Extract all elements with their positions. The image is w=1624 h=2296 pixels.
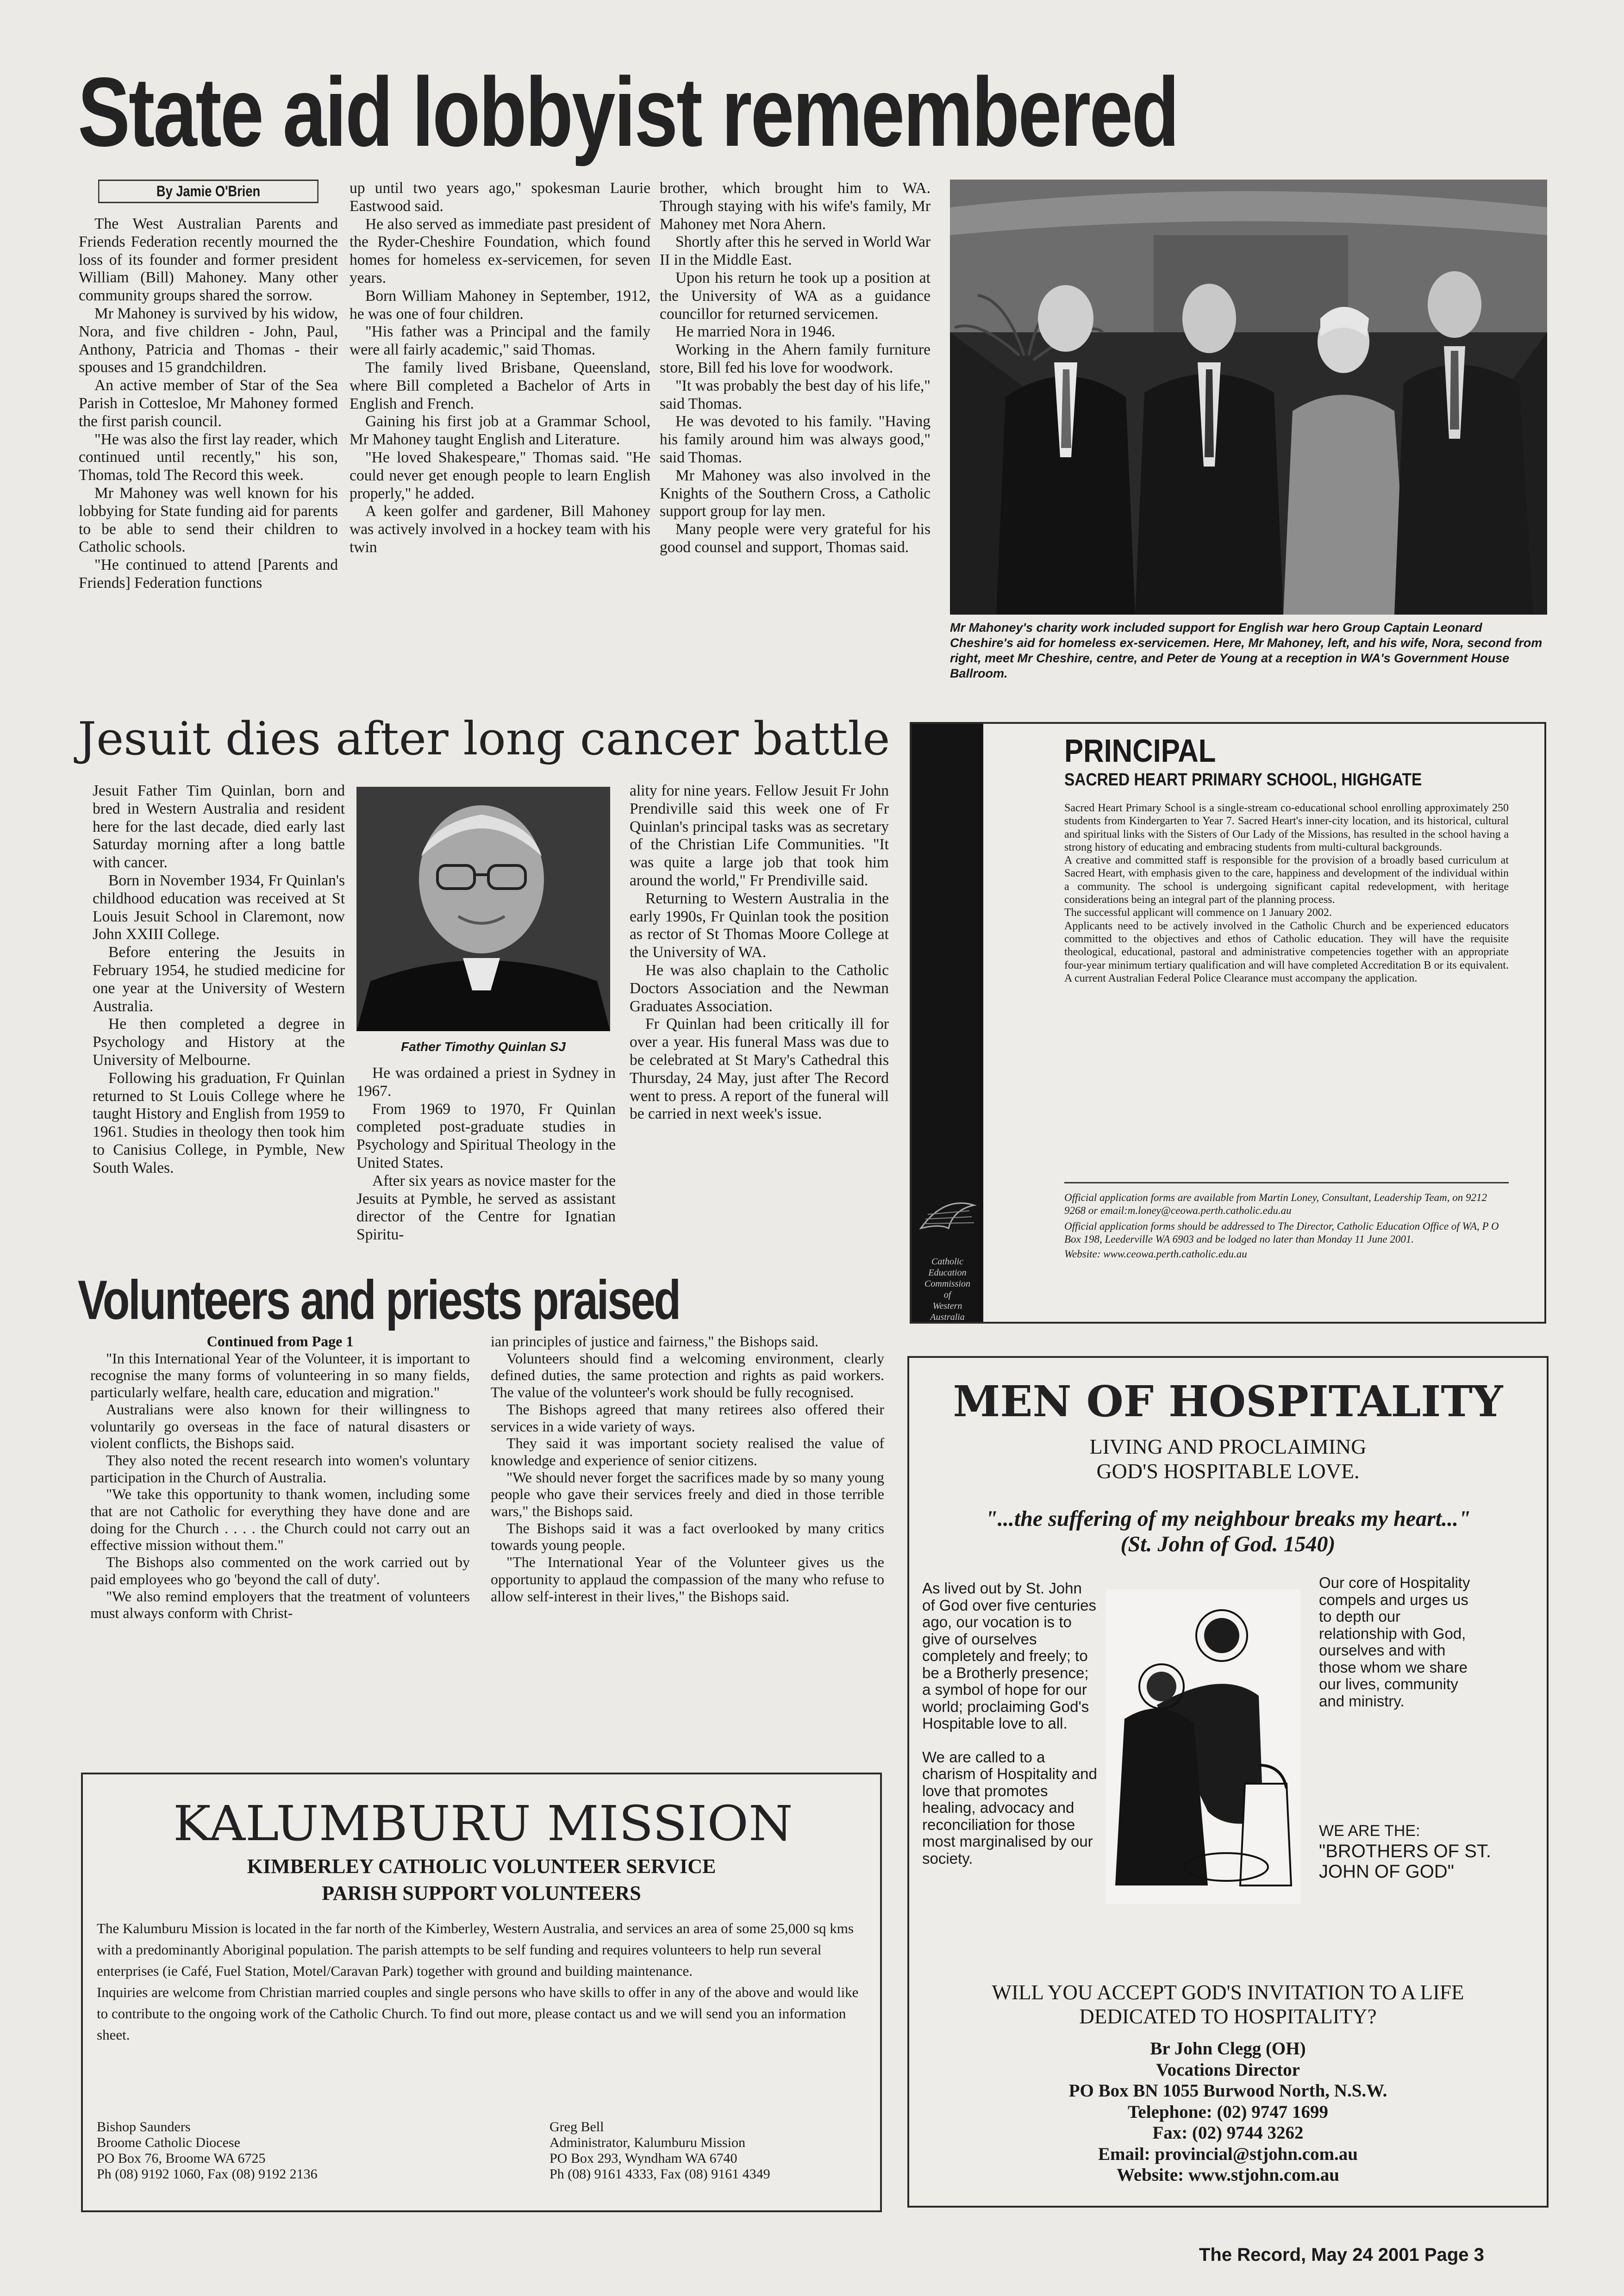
contact-website[interactable]: Website: www.stjohn.com.au [1116, 2165, 1339, 2185]
paragraph: We are called to a charism of Hospitality and love that promotes healing, advocacy and reconciliation for those most marginalised by our society. [922, 1748, 1097, 1867]
contact-line: Ph (08) 9161 4333, Fax (08) 9161 4349 [550, 2166, 770, 2182]
contact-line: Ph (08) 9192 1060, Fax (08) 9192 2136 [97, 2166, 318, 2182]
paragraph: The Bishops also commented on the work carried out by paid employees who go 'beyond the call of duty'. [90, 1554, 470, 1587]
contact-email[interactable]: Email: provincial@stjohn.com.au [1098, 2144, 1358, 2164]
logo-line: Australia [930, 1312, 965, 1322]
kalumburu-contact-right [550, 2119, 874, 2182]
contact-line: Bishop Saunders [97, 2119, 191, 2134]
contact-title: Vocations Director [1156, 2060, 1300, 2080]
hospitality-ad [907, 1356, 1549, 2208]
contact-line: PO Box 76, Broome WA 6725 [97, 2151, 266, 2166]
paragraph: The Bishops agreed that many retirees also offered their services in a wide variety of ways. [491, 1400, 884, 1435]
kalumburu-ad [81, 1773, 882, 2212]
paragraph: "He loved Shakespeare," Thomas said. "He could never get enough people to learn English properly," he added. [350, 448, 650, 502]
contact-phone: Telephone: (02) 9747 1699 [1128, 2102, 1328, 2122]
article2-col3 [630, 782, 889, 1123]
paragraph: "He continued to attend [Parents and Friends] Federation functions [79, 556, 338, 591]
group-photo [950, 180, 1547, 615]
paragraph: After six years as novice master for the Jesuits at Pymble, he served as assistant director of the Centre for Ignatian Spiritu- [356, 1172, 616, 1244]
paragraph: An active member of Star of the Sea Parish in Cottesloe, Mr Mahoney formed the first parish council. [79, 377, 338, 430]
paragraph: Born in November 1934, Fr Quinlan's childhood education was received at St Louis Jesuit School in Claremont, now John XXIII College. [93, 871, 345, 943]
paragraph: He was ordained a priest in Sydney in 1967. [356, 1064, 616, 1100]
paragraph: Following his graduation, Fr Quinlan returned to St Louis College where he taught History and English from 1959 to 1961. Studies in theology then took him to Canisius College, in Pymble, New South Wales. [93, 1069, 345, 1176]
paragraph: Our core of Hospitality compels and urges us to depth our relationship with God, ourselves and with those whom we share our lives, community and ministry. [1319, 1574, 1470, 1710]
contact-line: Administrator, Kalumburu Mission [550, 2135, 745, 2150]
principal-ad [910, 722, 1546, 1324]
subtitle-line: GOD'S HOSPITABLE LOVE. [1096, 1459, 1360, 1483]
article2-col2 [356, 1064, 616, 1244]
logo-line: of [943, 1290, 951, 1300]
article1-col2 [350, 180, 650, 557]
logo-line: Education [928, 1268, 967, 1278]
logo-line: Commission [924, 1279, 970, 1289]
paragraph: Born William Mahoney in September, 1912, he was one of four children. [350, 287, 650, 323]
paragraph: up until two years ago," spokesman Laurie Eastwood said. [350, 180, 650, 215]
article2-col1 [93, 782, 345, 1177]
divider [1064, 1182, 1509, 1183]
article1-col3 [660, 180, 931, 557]
paragraph: Before entering the Jesuits in February 1954, he studied medicine for one year at the University of Western Australia. [93, 944, 345, 1015]
hospitality-quote [909, 1506, 1547, 1557]
paragraph: Fr Quinlan had been critically ill for over a year. His funeral Mass was due to be celebrated at St Mary's Cathedral this Thursday, 24 May, just after The Record went to press. A report of the funeral will be carried in next week's issue. [630, 1015, 889, 1123]
subtitle-line: LIVING AND PROCLAIMING [1089, 1435, 1367, 1458]
portrait-photo [356, 787, 610, 1031]
quote-attribution: (St. John of God. 1540) [1120, 1532, 1336, 1556]
contact-fax: Fax: (02) 9744 3262 [1152, 2123, 1304, 2143]
portrait-caption: Father Timothy Quinlan SJ [401, 1039, 566, 1054]
note: Official application forms are available from Martin Loney, Consultant, Leadership Team, on 9212 9268 or email:m.loney@ceowa.perth.catholic.edu.au [1064, 1192, 1487, 1216]
paragraph: "His father was a Principal and the family were all fairly academic," said Thomas. [350, 323, 650, 359]
article3-headline: Volunteers and priests praised [78, 1269, 680, 1331]
article3-col1 [90, 1333, 470, 1622]
hospitality-title: MEN OF HOSPITALITY [953, 1376, 1503, 1426]
paragraph: "In this International Year of the Volunteer, it is important to recognise the many forms of volunteering in so many fields, particularly welfare, health care, education and migration." [90, 1350, 470, 1401]
photo-caption: Mr Mahoney's charity work included support for English war hero Group Captain Leonard Cheshire's aid for homeless ex-servicemen. Here, Mr Mahoney, left, and his wife, Nora, second from right, meet Mr Cheshire, centre, and Peter de Young at a reception in WA's Government House Ballroom. [950, 621, 1543, 680]
paragraph: Sacred Heart Primary School is a single-stream co-educational school enrolling approximately 250 students from Kindergarten to Year 7. Sacred Heart's inner-city location, and its historical, cultural and spiritual links with the Sisters of Our Lady of the Missions, has resulted in the school having a strong history of educating and embracing students from multi-cultural backgrounds. [1064, 802, 1509, 853]
principal-body [1064, 802, 1509, 985]
contact-line: Greg Bell [550, 2119, 604, 2134]
paragraph: Upon his return he took up a position at the University of WA as a guidance councillor for returned servicemen. [660, 269, 931, 323]
hospitality-contact [909, 2038, 1547, 2186]
paragraph: Returning to Western Australia in the early 1990s, Fr Quinlan took the position as rector of St Thomas Moore College at the University of WA. [630, 890, 889, 961]
dove-logo-icon [916, 1177, 979, 1251]
paragraph: He was devoted to his family. "Having his family around him was always good," said Thomas. [660, 413, 931, 466]
paragraph: brother, which brought him to WA. Through staying with his wife's family, Mr Mahoney met Nora Ahern. [660, 180, 931, 233]
kalumburu-contact-left [97, 2119, 421, 2182]
paragraph: Mr Mahoney was also involved in the Knights of the Southern Cross, a Catholic support group for lay men. [660, 467, 931, 520]
paragraph: Gaining his first job at a Grammar School, Mr Mahoney taught English and Literature. [350, 413, 650, 448]
paragraph: From 1969 to 1970, Fr Quinlan completed post-graduate studies in Psychology and Spiritual Theology in the United States. [356, 1100, 616, 1171]
paragraph: The Kalumburu Mission is located in the far north of the Kimberley, Western Australia, and services an area of some 25,000 sq kms with a predominantly Aboriginal population. The parish attempts to be self funding and requires volunteers to help run several enterprises (ie Café, Fuel Station, Motel/Caravan Park) together with ground and building maintenance. [97, 1920, 854, 1979]
contact-name: Br John Clegg (OH) [1150, 2039, 1306, 2059]
paragraph: The Bishops said it was a fact overlooked by many critics towards young people. [491, 1519, 884, 1554]
quote-line: "...the suffering of my neighbour breaks my heart..." [985, 1506, 1471, 1531]
paragraph: "We also remind employers that the treatment of volunteers must always conform with Christ- [90, 1587, 470, 1622]
paragraph: As lived out by St. John of God over five centuries ago, our vocation is to give of ourselves completely and freely; to be a Brotherly presence; a symbol of hope for our world; proclaiming God's Hospitable love to all. [922, 1580, 1097, 1732]
paragraph: Mr Mahoney was well known for his lobbying for State funding aid for parents to be able to send their children to Catholic schools. [79, 484, 338, 556]
paragraph: "The International Year of the Volunteer gives us the opportunity to applaud the compassion of the many who refuse to allow self-interest in their lives," the Bishops said. [491, 1554, 884, 1605]
ceo-logo-text [912, 1256, 983, 1323]
paragraph: Jesuit Father Tim Quinlan, born and bred in Western Australia and resident here for the last decade, died early last Saturday morning after a long battle with cancer. [93, 782, 345, 871]
paragraph: "We take this opportunity to thank women, including some that are not Catholic for everything they have done and are doing for the Church . . . . the Church could not carry out an effective mission without them." [90, 1486, 470, 1554]
paragraph: The family lived Brisbane, Queensland, where Bill completed a Bachelor of Arts in English and French. [350, 359, 650, 412]
byline: By Jamie O'Brien [98, 180, 319, 203]
contact-line: Broome Catholic Diocese [97, 2135, 240, 2150]
invitation-line: DEDICATED TO HOSPITALITY? [1079, 2005, 1377, 2028]
paragraph: He then completed a degree in Psychology and History at the University of Melbourne. [93, 1015, 345, 1069]
kalumburu-body [97, 1918, 865, 2046]
paragraph: Inquiries are welcome from Christian married couples and single persons who have skills to offer in any of the above and would like to contribute to the ongoing work of the Catholic Church. To find out more, please contact us and we will send you an information sheet. [97, 1984, 859, 2043]
paragraph: They also noted the recent research into women's voluntary participation in the Church of Australia. [90, 1451, 470, 1486]
paragraph: ality for nine years. Fellow Jesuit Fr John Prendiville said this week one of Fr Quinlan's principal tasks was as secretary of the Christian Life Communities. "It was quite a large job that took him around the world," Fr Prendiville said. [630, 782, 889, 889]
paragraph: Shortly after this he served in World War II in the Middle East. [660, 233, 931, 269]
invitation-line: WILL YOU ACCEPT GOD'S INVITATION TO A LIFE [992, 1981, 1464, 2004]
paragraph: "It was probably the best day of his life," said Thomas. [660, 377, 931, 412]
article1-headline: State aid lobbyist remembered [78, 57, 1178, 167]
brothers-name: "BROTHERS OF ST. JOHN OF GOD" [1319, 1841, 1492, 1882]
hospitality-brothers [1319, 1821, 1513, 1882]
paragraph: "We should never forget the sacrifices made by so many young people who gave their services freely and died in those terrible wars," the Bishops said. [491, 1468, 884, 1520]
st-john-illustration [1106, 1589, 1300, 1904]
hospitality-left-text [922, 1580, 1098, 1867]
paragraph: He was also chaplain to the Catholic Doctors Association and the Newman Graduates Association. [630, 961, 889, 1015]
paragraph: A keen golfer and gardener, Bill Mahoney was actively involved in a hockey team with his twin [350, 503, 650, 556]
we-are-label: WE ARE THE: [1319, 1822, 1420, 1840]
paragraph: Mr Mahoney is survived by his widow, Nora, and five children - John, Paul, Anthony, Patricia and Thomas - their spouses and 15 grandchildren. [79, 305, 338, 376]
paragraph: A creative and committed staff is responsible for the provision of a broadly based curriculum at Sacred Heart, with emphasis given to the care, happiness and development of the individual within a community. The school is undergoing significant capital redevelopment, with heritage considerations being an integral part of the planning process. [1064, 854, 1509, 906]
hospitality-subtitle [909, 1434, 1547, 1483]
paragraph: Australians were also known for their willingness to voluntarily go overseas in the face of natural disasters or violent conflicts, the Bishops said. [90, 1400, 470, 1452]
paragraph: ian principles of justice and fairness," the Bishops said. [491, 1333, 819, 1350]
paragraph: They said it was important society realised the value of knowledge and experience of senior citizens. [491, 1435, 884, 1468]
principal-title: PRINCIPAL [1064, 733, 1216, 769]
article2-headline: Jesuit dies after long cancer battle [78, 713, 890, 765]
paragraph: He married Nora in 1946. [675, 323, 836, 341]
subtitle-line: KIMBERLEY CATHOLIC VOLUNTEER SERVICE [247, 1855, 716, 1878]
paragraph: Applicants need to be actively involved in the Catholic Church and be experienced educators committed to the objectives and ethos of Catholic education. They will have the requisite theological, educational, pastoral and administrative competencies together with an appropriate four-year minimum tertiary qualification and will have completed Accreditation B or its equivalent. A current Australian Federal Police Clearance must accompany the application. [1064, 920, 1509, 984]
contact-address: PO Box BN 1055 Burwood North, N.S.W. [1068, 2081, 1387, 2101]
hospitality-right-text [1319, 1574, 1476, 1710]
logo-line: Western [932, 1301, 962, 1311]
page-footer: The Record, May 24 2001 Page 3 [1199, 2245, 1484, 2265]
paragraph: Volunteers should find a welcoming environment, clearly defined duties, the same protection and rights as paid workers. The value of the volunteer's work should be fully recognised. [491, 1350, 884, 1401]
website-link[interactable]: Website: www.ceowa.perth.catholic.edu.au [1064, 1248, 1247, 1260]
principal-notes [1064, 1191, 1509, 1261]
paragraph: The successful applicant will commence on 1 January 2002. [1064, 907, 1332, 919]
paragraph: The West Australian Parents and Friends Federation recently mourned the loss of its founder and former president William (Bill) Mahoney. Many other community groups shared the sorrow. [79, 215, 338, 305]
article1-col1 [79, 180, 338, 592]
paragraph: Working in the Ahern family furniture store, Bill fed his love for woodwork. [660, 341, 931, 376]
note: Official application forms should be addressed to The Director, Catholic Education Office of WA, P O Box 198, Leederville WA 6903 and be lodged no later than Monday 11 June 2001. [1064, 1220, 1499, 1245]
contact-line: PO Box 293, Wyndham WA 6740 [550, 2151, 737, 2166]
kalumburu-subtitles [83, 1853, 880, 1907]
logo-line: Catholic [931, 1257, 963, 1267]
paragraph: Many people were very grateful for his good counsel and support, Thomas said. [660, 521, 931, 556]
invitation [909, 1980, 1547, 2028]
kalumburu-title: KALUMBURU MISSION [173, 1795, 793, 1852]
ad-sidebar [912, 724, 983, 1322]
paragraph: He also served as immediate past president of the Ryder-Cheshire Foundation, which found homes for homeless ex-servicemen, for seven years. [350, 215, 650, 286]
continued-label: Continued from Page 1 [206, 1333, 354, 1350]
paragraph: "He was also the first lay reader, which continued until recently," his son, Thomas, told The Record this week. [79, 430, 338, 484]
principal-subtitle: SACRED HEART PRIMARY SCHOOL, HIGHGATE [1064, 770, 1422, 790]
subtitle-line: PARISH SUPPORT VOLUNTEERS [322, 1882, 641, 1904]
article3-col2 [491, 1333, 884, 1605]
